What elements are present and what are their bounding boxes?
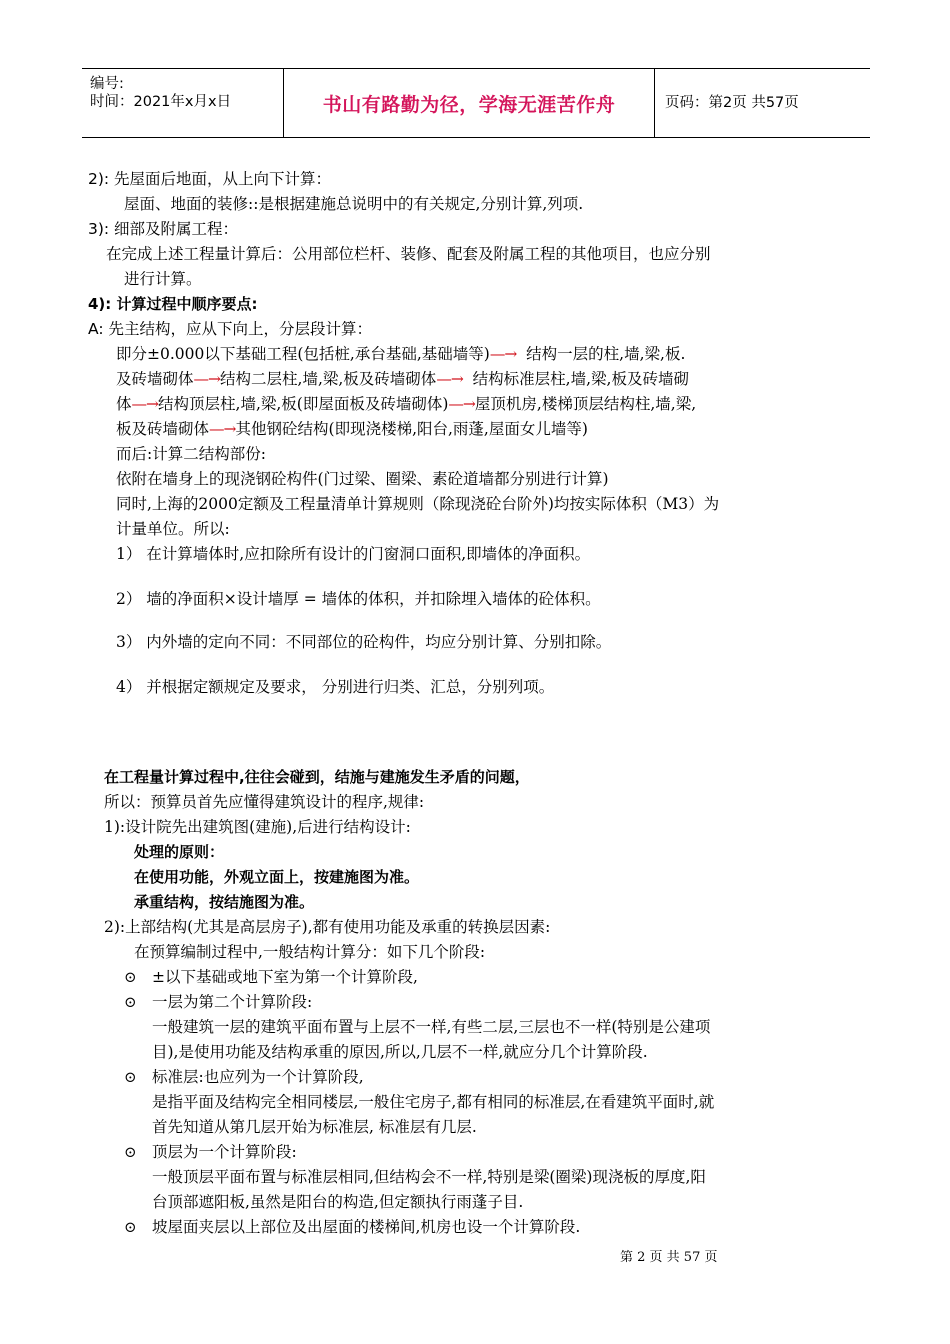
- text-line: 承重结构，按结施图为准。: [134, 893, 315, 911]
- number-label: 编号:: [90, 76, 124, 92]
- bullet-icon: ⊙: [124, 1143, 137, 1161]
- text-line: 4): 计算过程中顺序要点:: [88, 295, 258, 313]
- bullet-icon: ⊙: [124, 993, 137, 1011]
- list-item: 标准层:也应列为一个计算阶段,: [152, 1068, 364, 1086]
- header-page-cell: [655, 69, 870, 137]
- text-segment: 板及砖墙砌体: [116, 420, 210, 438]
- text-line: 2): 先屋面后地面，从上向下计算：: [88, 170, 332, 188]
- page-label: 页码：第2页 共57页: [665, 94, 799, 111]
- section-heading: 在工程量计算过程中,往往会碰到，结施与建施发生矛盾的问题，: [104, 768, 530, 786]
- text-line: [116, 393, 696, 415]
- text-segment: 体: [116, 395, 132, 413]
- list-item: 2） 墙的净面积×设计墙厚 = 墙体的体积，并扣除埋入墙体的砼体积。: [116, 590, 601, 608]
- page-header: [82, 68, 870, 138]
- list-item: 一层为第二个计算阶段:: [152, 993, 313, 1011]
- arrow-icon: —→: [193, 370, 221, 388]
- text-line: 屋面、地面的装修::是根据建施总说明中的有关规定,分别计算,列项.: [124, 195, 584, 213]
- arrow-icon: —→: [448, 395, 475, 413]
- time-label: 时间：2021年x月x日: [90, 94, 232, 110]
- text-segment: 即分±0.000以下基础工程(包括桩,承台基础,基础墙等): [116, 345, 490, 363]
- text-line: 目),是使用功能及结构承重的原因,所以,几层不一样,就应分几个计算阶段.: [152, 1043, 648, 1061]
- text-line: A: 先主结构，应从下向上，分层段计算：: [88, 320, 372, 338]
- text-line: 一般顶层平面布置与标准层相同,但结构会不一样,特别是梁(圈梁)现浇板的厚度,阳: [152, 1168, 706, 1186]
- text-segment: 结构标准层柱,墙,梁,板及砖墙砌: [472, 370, 689, 388]
- list-item: 坡屋面夹层以上部位及出屋面的楼梯间,机房也设一个计算阶段.: [152, 1218, 581, 1236]
- arrow-icon: —→: [436, 370, 463, 388]
- text-line: 1):设计院先出建筑图(建施),后进行结构设计:: [104, 818, 411, 836]
- text-line: 依附在墙身上的现浇钢砼构件(门过梁、圈梁、素砼道墙都分别进行计算): [116, 470, 609, 488]
- text-line: 进行计算。: [124, 270, 202, 288]
- text-line: 2):上部结构(尤其是高层房子),都有使用功能及承重的转换层因素:: [104, 918, 551, 936]
- list-item: 4） 并根据定额规定及要求， 分别进行归类、汇总，分别列项。: [116, 678, 555, 696]
- text-segment: 及砖墙砌体: [116, 370, 194, 388]
- text-line: 而后:计算二结构部份:: [116, 445, 266, 463]
- list-item: 3） 内外墙的定向不同：不同部位的砼构件，均应分别计算、分别扣除。: [116, 633, 612, 651]
- list-item: 顶层为一个计算阶段:: [152, 1143, 297, 1161]
- text-line: 在使用功能，外观立面上，按建施图为准。: [134, 868, 420, 886]
- text-line: 计量单位。所以:: [116, 520, 230, 538]
- bullet-icon: ⊙: [124, 1068, 137, 1086]
- arrow-icon: —→: [209, 420, 236, 438]
- arrow-icon: —→: [489, 345, 517, 363]
- bullet-icon: ⊙: [124, 1218, 137, 1236]
- list-item: 1） 在计算墙体时,应扣除所有设计的门窗洞口面积,即墙体的净面积。: [116, 545, 591, 563]
- text-line: 一般建筑一层的建筑平面布置与上层不一样,有些二层,三层也不一样(特别是公建项: [152, 1018, 711, 1036]
- text-line: [116, 343, 685, 365]
- text-line: [116, 418, 588, 440]
- list-item: ±以下基础或地下室为第一个计算阶段,: [152, 968, 418, 986]
- text-segment: 结构一层的柱,墙,梁,板.: [526, 345, 686, 363]
- bullet-icon: ⊙: [124, 968, 137, 986]
- text-segment: 其他钢砼结构(即现浇楼梯,阳台,雨蓬,屋面女儿墙等): [235, 420, 588, 438]
- text-line: 所以：预算员首先应懂得建筑设计的程序,规律:: [104, 793, 425, 811]
- text-segment: 结构顶层柱,墙,梁,板(即屋面板及砖墙砌体): [158, 395, 449, 413]
- text-line: 处理的原则：: [134, 843, 225, 861]
- motto-text: 书山有路勤为径，学海无涯苦作舟: [322, 93, 616, 116]
- text-line: 首先知道从第几层开始为标准层, 标准层有几层.: [152, 1118, 477, 1136]
- text-line: 在完成上述工程量计算后：公用部位栏杆、装修、配套及附属工程的其他项目，也应分别: [106, 245, 711, 263]
- text-line: [116, 368, 689, 390]
- text-line: 同时,上海的2000定额及工程量清单计算规则（除现浇砼台阶外)均按实际体积（M3）为: [116, 495, 720, 513]
- text-segment: 结构二层柱,墙,梁,板及砖墙砌体: [220, 370, 437, 388]
- text-line: 是指平面及结构完全相同楼层,一般住宅房子,都有相同的标准层,在看建筑平面时,就: [152, 1093, 715, 1111]
- text-line: 在预算编制过程中,一般结构计算分：如下几个阶段:: [134, 943, 486, 961]
- text-line: 台顶部遮阳板,虽然是阳台的构造,但定额执行雨蓬子目.: [152, 1193, 524, 1211]
- text-segment: 屋顶机房,楼梯顶层结构柱,墙,梁,: [474, 395, 697, 413]
- arrow-icon: —→: [131, 395, 159, 413]
- page-footer: 第 2 页 共 57 页: [620, 1250, 718, 1265]
- text-line: 3): 细部及附属工程：: [88, 220, 239, 238]
- header-motto-cell: [284, 69, 655, 137]
- header-meta-cell: [82, 69, 284, 137]
